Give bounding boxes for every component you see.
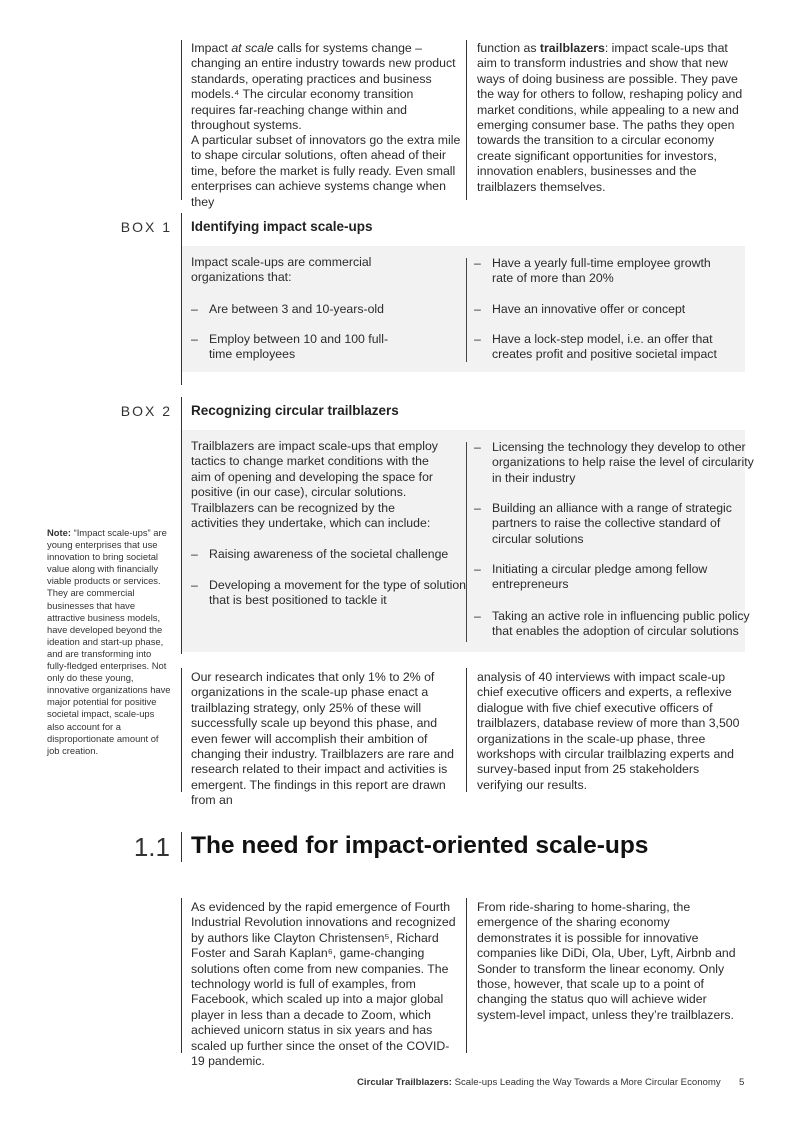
intro-left-paragraph-1 bbox=[191, 41, 461, 133]
intro-left-p1-emphasis: at scale bbox=[231, 41, 274, 55]
left-column-rule bbox=[181, 40, 182, 200]
box1-left-item-2: – Employ between 10 and 100 full-time employees bbox=[191, 332, 409, 363]
box2-left-item-1: – Raising awareness of the societal challenge bbox=[191, 547, 469, 562]
section-number: 1.1 bbox=[133, 832, 170, 862]
section-left-rule bbox=[181, 898, 182, 1053]
box2-left-item-2: – Developing a movement for the type of solution that is best positioned to tackle it bbox=[191, 578, 471, 609]
section-title: The need for impact-oriented scale-ups bbox=[191, 832, 649, 859]
box2-label: BOX 2 bbox=[120, 403, 172, 419]
intro-right-post: : impact scale-ups that aim to transform industries and show that new ways of doing business are possible. They pave the way for others to follow, reshaping policy and market conditions, while appealing to a new and emerging consumer base. The paths they open towards the transition to a circular economy create significant opportunities for investors, innovation enablers, businesses and the trailblazers themselves. bbox=[477, 41, 743, 194]
research-right-paragraph: analysis of 40 interviews with impact scale-up chief executive officers and experts, a reflexive dialogue with five chief executive officers of trailblazers, database review of more than 3,500 organizations in the scale-up phase, three workshops with circular trailblazing experts and survey-based input from 25 stakeholders verifying our results. bbox=[477, 670, 740, 792]
box1-intro: Impact scale-ups are commercial organizations that: bbox=[191, 255, 372, 285]
intro-right-paragraph bbox=[477, 41, 745, 195]
box1-right-item-1: – Have a yearly full-time employee growth rate of more than 20% bbox=[474, 256, 732, 287]
box2-title: Recognizing circular trailblazers bbox=[191, 403, 399, 418]
section-right-paragraph: From ride-sharing to home-sharing, the emergence of the sharing economy demonstrates it is possible for innovative companies like DiDi, Ola, Uber, Lyft, Airbnb and Sonder to transform the linear economy. Only those, however, that scale up to a point of changing the status quo will achieve wider system-level impact, unless they’re trailblazers. bbox=[477, 900, 736, 1022]
research-middle-rule bbox=[466, 668, 467, 792]
footer-title-rest: Scale-ups Leading the Way Towards a More Circular Economy bbox=[451, 1077, 721, 1088]
box2-intro: Trailblazers are impact scale-ups that employ tactics to change market conditions with the aim of opening and developing the space for positive (in our case), circular solutions. Trailblazers can be recognized by the activities they undertake, which can include: bbox=[191, 439, 438, 531]
box2-panel-divider bbox=[466, 442, 467, 642]
box1-title: Identifying impact scale-ups bbox=[191, 219, 373, 234]
research-left-paragraph: Our research indicates that only 1% to 2% of organizations in the scale-up phase enact a trailblazing strategy, only 25% of these will successfully scale up beyond this phase, and even fewer will accomplish their ambition of changing their industry. Trailblazers are rare and research related to their impact and activities is emergent. The findings in this report are drawn from an bbox=[191, 670, 454, 808]
footer-title-bold: Circular Trailblazers: bbox=[357, 1077, 452, 1088]
middle-column-rule bbox=[466, 40, 467, 200]
box1-panel-divider bbox=[466, 258, 467, 362]
box1-right-item-2: – Have an innovative offer or concept bbox=[474, 302, 732, 317]
section-number-rule bbox=[181, 832, 182, 862]
box1-left-item-1: – Are between 3 and 10-years-old bbox=[191, 302, 449, 317]
page-number: 5 bbox=[739, 1077, 745, 1088]
intro-left-p1-post: calls for systems change – changing an entire industry towards new product standards, operating practices and business models.⁴ The circular economy transition requires far-reaching change within and throughout systems. bbox=[191, 41, 456, 133]
intro-right-strong: trailblazers bbox=[539, 41, 605, 55]
side-note bbox=[47, 527, 172, 757]
section-middle-rule bbox=[466, 898, 467, 1053]
intro-left-paragraph-2: A particular subset of innovators go the extra mile to shape circular solutions, often ahead of their time, before the market is fully ready. Even small enterprises can achieve systems change when they bbox=[191, 133, 461, 209]
box2-right-item-3: – Initiating a circular pledge among fellow entrepreneurs bbox=[474, 562, 712, 593]
side-note-text: “Impact scale-ups” are young enterprises that use innovation to bring societal value along with financially viable products or services. They are commercial businesses that have attractive business models, have developed beyond the ideation and start-up phase, and are transforming into fully-fledged enterprises. Not only do these young, innovative organizations have major potential for positive societal impact, scale-ups also account for a disproportionate amount of job creation. bbox=[47, 527, 171, 756]
box2-right-item-1: – Licensing the technology they develop to other organizations to help raise the level of circularity in their industry bbox=[474, 440, 754, 486]
footer-title bbox=[357, 1077, 721, 1088]
side-note-label: Note: bbox=[47, 527, 71, 538]
section-left-paragraph: As evidenced by the rapid emergence of Fourth Industrial Revolution innovations and recognized by authors like Clayton Christensen⁵, Richard Foster and Sarah Kaplan⁶, game-changing solutions often come from new companies. The technology world is full of examples, from Facebook, which scaled up into a major global player in less than a decade to Zoom, which achieved unicorn status in six years and has scaled up further since the onset of the COVID-19 pandemic. bbox=[191, 900, 456, 1069]
box1-label: BOX 1 bbox=[120, 219, 172, 235]
box2-right-item-2: – Building an alliance with a range of strategic partners to raise the collective standard of circular solutions bbox=[474, 501, 742, 547]
box1-right-item-3: – Have a lock-step model, i.e. an offer that creates profit and positive societal impact bbox=[474, 332, 732, 363]
research-left-rule bbox=[181, 668, 182, 792]
intro-left-p1-pre: Impact bbox=[191, 41, 232, 55]
box2-right-item-4: – Taking an active role in influencing public policy that enables the adoption of circular solutions bbox=[474, 609, 757, 640]
intro-right-pre: function as bbox=[477, 41, 540, 55]
